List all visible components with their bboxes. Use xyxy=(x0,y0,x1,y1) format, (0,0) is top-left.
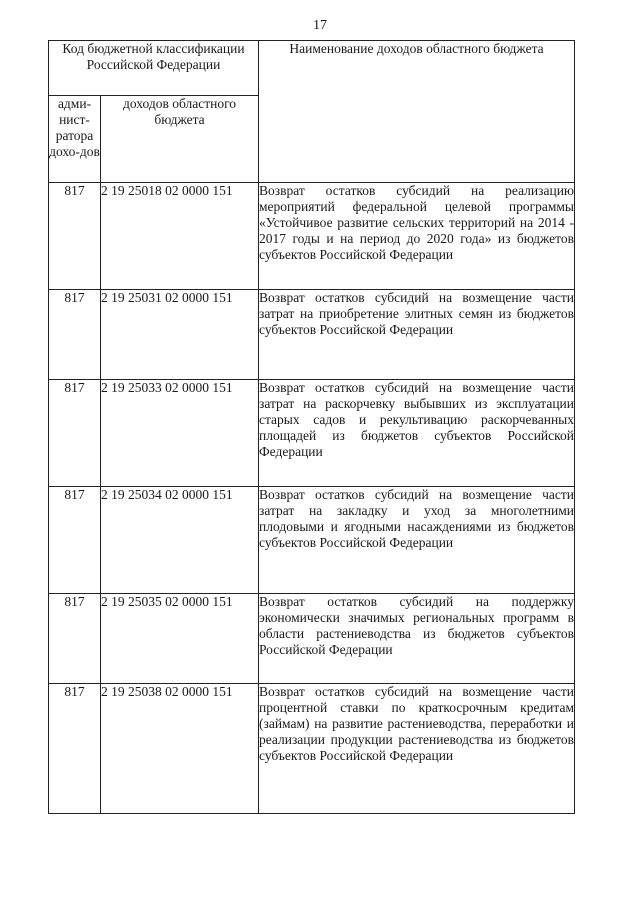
admin-code-cell: 817 xyxy=(49,594,101,684)
header-income-name: Наименование доходов областного бюджета xyxy=(259,41,575,183)
income-name-cell: Возврат остатков субсидий на возмещение части затрат на раскорчевку выбывших из эксплуатации старых садов и рекультивацию раскорчеванных площадей из бюджетов субъектов Российской Федерации xyxy=(259,380,575,487)
admin-code-cell: 817 xyxy=(49,684,101,814)
admin-code-cell: 817 xyxy=(49,487,101,594)
income-name-cell: Возврат остатков субсидий на возмещение части затрат на закладку и уход за многолетними плодовыми и ягодными насаждениями из бюджетов субъектов Российской Федерации xyxy=(259,487,575,594)
income-code-cell: 2 19 25035 02 0000 151 xyxy=(101,594,259,684)
budget-classification-table xyxy=(48,40,575,814)
income-name-cell: Возврат остатков субсидий на возмещение части процентной ставки по краткосрочным кредитам (займам) на развитие растениеводства, переработки и реализации продукции растениеводства из бюджетов субъектов Российской Федерации xyxy=(259,684,575,814)
income-name-cell: Возврат остатков субсидий на поддержку экономически значимых региональных программ в области растениеводства из бюджетов субъектов Российской Федерации xyxy=(259,594,575,684)
table-row xyxy=(49,684,575,814)
header-administrator: адми-нист-ратора дохо-дов xyxy=(49,96,101,183)
admin-code-cell: 817 xyxy=(49,380,101,487)
header-income-code: доходов областного бюджета xyxy=(101,96,259,183)
income-code-cell: 2 19 25031 02 0000 151 xyxy=(101,290,259,380)
table-row xyxy=(49,183,575,290)
table-row xyxy=(49,380,575,487)
table-header-row xyxy=(49,41,575,96)
page-number: 17 xyxy=(313,18,327,33)
table-row xyxy=(49,487,575,594)
income-code-cell: 2 19 25033 02 0000 151 xyxy=(101,380,259,487)
income-name-cell: Возврат остатков субсидий на возмещение части затрат на приобретение элитных семян из бюджетов субъектов Российской Федерации xyxy=(259,290,575,380)
header-classification: Код бюджетной классификации Российской Федерации xyxy=(49,41,259,96)
income-code-cell: 2 19 25034 02 0000 151 xyxy=(101,487,259,594)
income-code-cell: 2 19 25018 02 0000 151 xyxy=(101,183,259,290)
table-row xyxy=(49,594,575,684)
income-code-cell: 2 19 25038 02 0000 151 xyxy=(101,684,259,814)
table-row xyxy=(49,290,575,380)
admin-code-cell: 817 xyxy=(49,290,101,380)
admin-code-cell: 817 xyxy=(49,183,101,290)
income-name-cell: Возврат остатков субсидий на реализацию мероприятий федеральной целевой программы «Устойчивое развитие сельских территорий на 2014 - 2017 годы и на период до 2020 года» из бюджетов субъектов Российской Федерации xyxy=(259,183,575,290)
